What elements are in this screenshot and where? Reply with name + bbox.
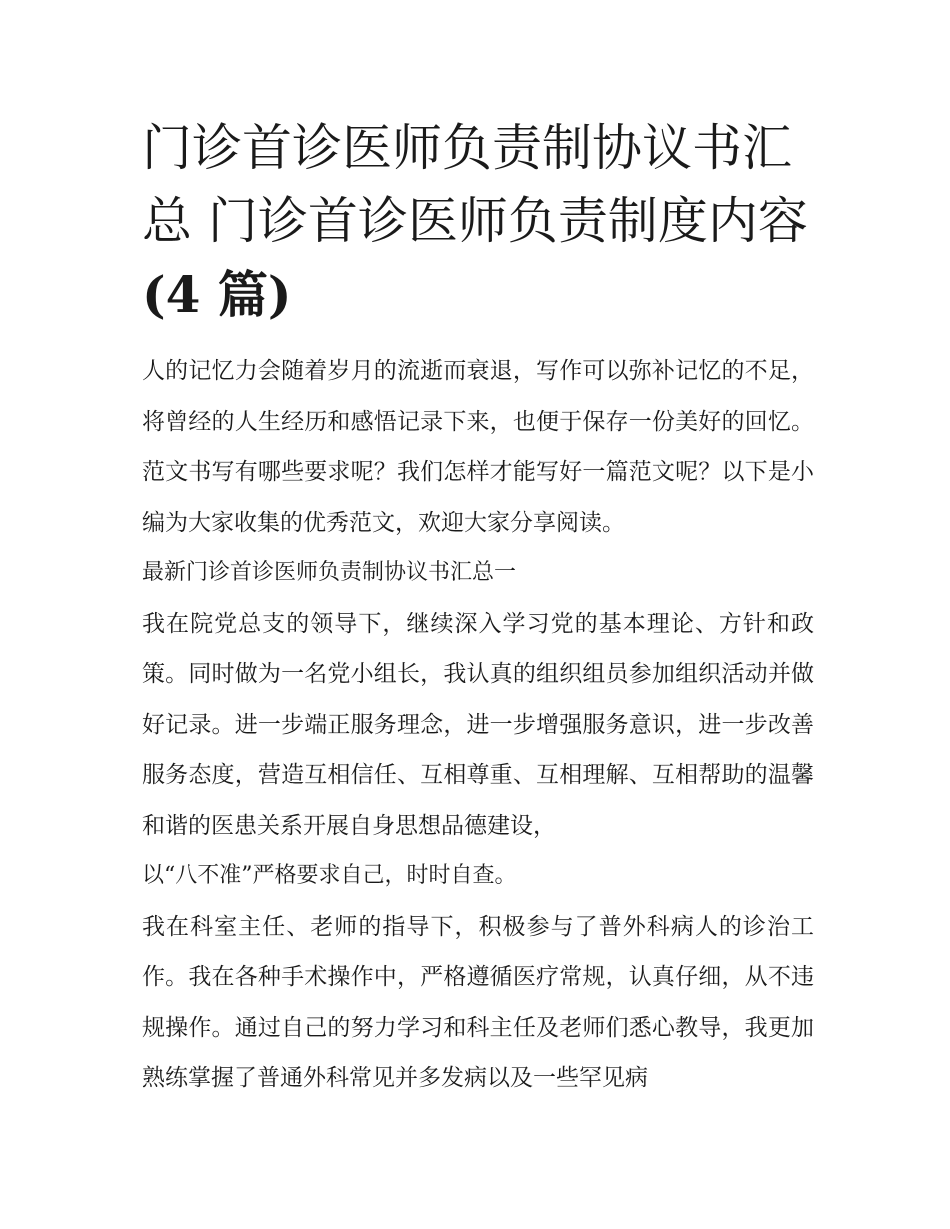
document-page (142, 112, 814, 1104)
intro-paragraph: 人的记忆力会随着岁月的流逝而衰退，写作可以弥补记忆的不足，将曾经的人生经历和感悟记录下来，也便于保存一份美好的回忆。范文书写有哪些要求呢？我们怎样才能写好一篇范文呢？以下是小编为大家收集的优秀范文，欢迎大家分享阅读。 (142, 358, 814, 536)
title-count: (4 篇) (142, 265, 292, 324)
body-paragraph-2: 我在科室主任、老师的指导下，积极参与了普外科病人的诊治工作。我在各种手术操作中，严格遵循医疗常规，认真仔细，从不违规操作。通过自己的努力学习和科主任及老师们悉心教导，我更加熟练掌握了普通外科常见并多发病以及一些罕见病 (142, 913, 814, 1091)
title-main: 门诊首诊医师负责制协议书汇总 门诊首诊医师负责制度内容 (142, 119, 808, 250)
section-heading: 最新门诊首诊医师负责制协议书汇总一 (142, 560, 517, 585)
document-title (142, 112, 814, 332)
body-paragraph-1: 我在院党总支的领导下，继续深入学习党的基本理论、方针和政策。同时做为一名党小组长，我认真的组织组员参加组织活动并做好记录。进一步端正服务理念，进一步增强服务意识，进一步改善服务态度，营造互相信任、互相尊重、互相理解、互相帮助的温馨和谐的医患关系开展自身思想品德建设， (142, 610, 814, 839)
body-paragraph-1-tail: 以“八不准”严格要求自己，时时自查。 (142, 863, 517, 888)
